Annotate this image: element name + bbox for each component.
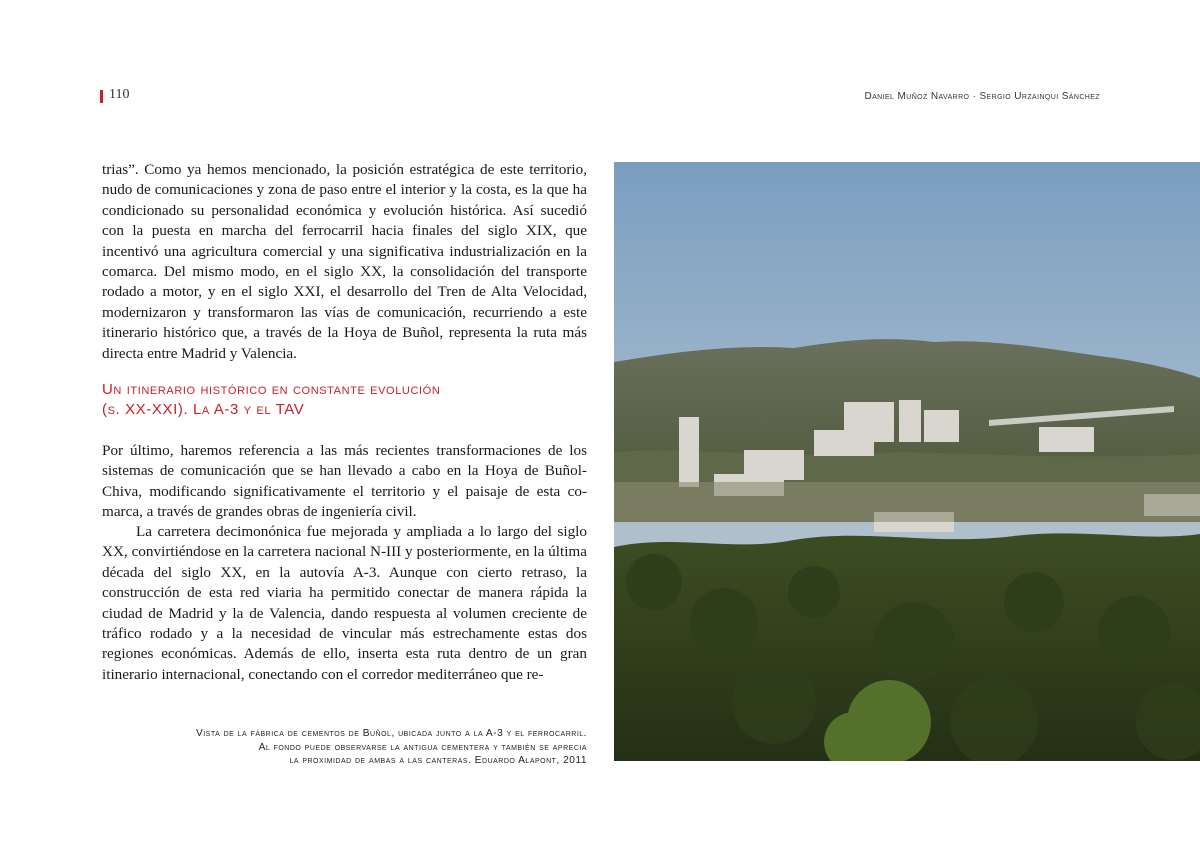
section-heading-line-1: Un itinerario histórico en constante evolución [102,381,441,398]
body-paragraph-1: trias”. Como ya hemos mencionado, la posición estratégica de este territorio, nudo de comunicaciones y zona de paso entre el interior y la costa, es la que ha condicionado su personalidad económica y evolución histórica. Así sucedió con la puesta en marcha del ferrocarril hacia finales del siglo XIX, que incentivó una agricultura comercial y una significativa industrialización en la comarca. Del mismo modo, en el siglo XX, la consolidación del transporte rodado a motor, y en el siglo XXI, el desarrollo del Tren de Alta Velocidad, modernizaron y transformaron las vías de comunicación, recurriendo a este itinerario histórico que, a través de la Hoya de Buñol, representa la ruta más directa entre Madrid y Valencia. [102,161,587,362]
section-heading [102,380,587,420]
valley-plain [614,482,1200,522]
caption-line-2: Al fondo puede observarse la antigua cementera y también se aprecia [258,741,587,753]
landscape-photo [614,162,1200,761]
caption-line-1: Vista de la fábrica de cementos de Buñol, ubicada junto a la A-3 y el ferrocarril. [195,728,587,739]
page-number-marker [100,90,103,103]
body-paragraph-3: La carretera decimonónica fue mejorada y ampliada a lo largo del siglo XX, convirtiéndose en la carretera nacional N-III y posteriormente, en la última década del siglo XX, en la autovía A-3. Aunque con cierto retraso, la construcción de esta red viaria ha permitido conectar de manera rápida la ciudad de Madrid y la de Valencia, dando respuesta al volumen creciente de tráfico rodado y a la necesidad de vincular más estrechamente estas dos regiones económicas. Además de ello, inserta esta ruta dentro de un gran itinerario internacional, conectando con el corredor mediterráneo que re- [102,523,587,683]
photo-caption [107,727,587,768]
caption-line-3: la proximidad de ambas a las canteras. Eduardo Alapont, 2011 [289,755,587,766]
body-paragraph-2: Por último, haremos referencia a las más recientes transformaciones de los sistemas de comunicación que se han llevado a cabo en la Hoya de Buñol-Chiva, modificando significativamente el territorio y el paisaje de esta comarca, a través de grandes obras de ingeniería civil. [102,442,587,521]
page-number: 110 [109,87,130,102]
section-heading-line-2: (s. XX-XXI). La A-3 y el TAV [102,401,305,418]
running-head-authors: Daniel Muñoz Navarro · Sergio Urzainqui Sánchez [864,91,1100,102]
